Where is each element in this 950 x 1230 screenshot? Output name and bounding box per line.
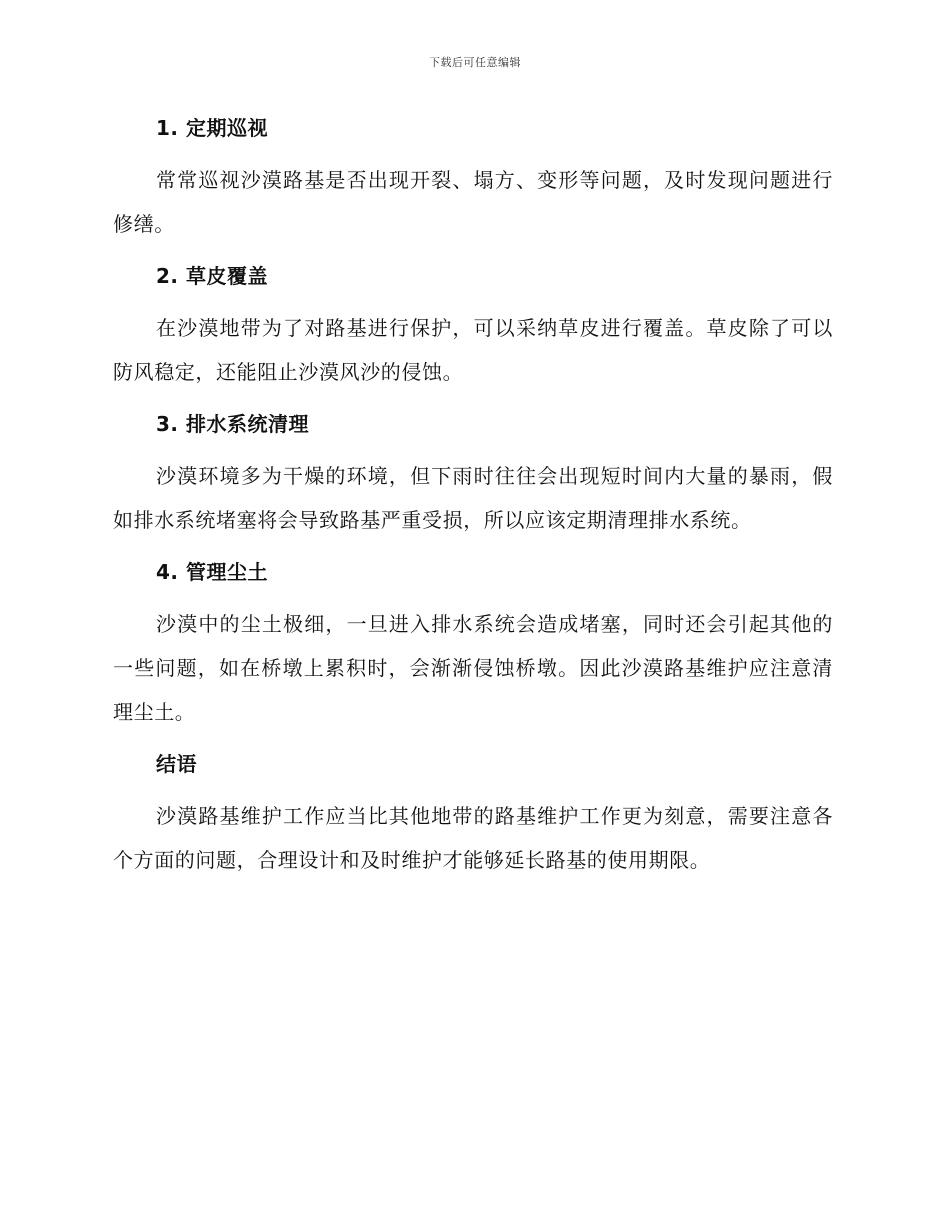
section-heading-drainage: 3. 排水系统清理 (156, 412, 309, 436)
section-body-conclusion: 沙漠路基维护工作应当比其他地带的路基维护工作更为刻意，需要注意各个方面的问题，合理设计和及时维护才能够延长路基的使用期限。 (113, 804, 833, 872)
section-body-dust: 沙漠中的尘土极细，一旦进入排水系统会造成堵塞，同时还会引起其他的一些问题，如在桥墩上累积时，会渐渐侵蚀桥墩。因此沙漠路基维护应注意清理尘土。 (113, 612, 833, 724)
section-body-inspection: 常常巡视沙漠路基是否出现开裂、塌方、变形等问题，及时发现问题进行修缮。 (113, 168, 833, 236)
section-heading-dust: 4. 管理尘土 (156, 560, 268, 584)
section-body-drainage: 沙漠环境多为干燥的环境，但下雨时往往会出现短时间内大量的暴雨，假如排水系统堵塞将会导致路基严重受损，所以应该定期清理排水系统。 (113, 464, 833, 532)
section-heading-turf: 2. 草皮覆盖 (156, 264, 268, 288)
document-content (113, 112, 833, 896)
section-heading-inspection: 1. 定期巡视 (156, 116, 268, 140)
section-body-turf: 在沙漠地带为了对路基进行保护，可以采纳草皮进行覆盖。草皮除了可以防风稳定，还能阻止沙漠风沙的侵蚀。 (113, 316, 833, 384)
section-heading-conclusion: 结语 (156, 752, 197, 776)
header-note: 下载后可任意编辑 (429, 56, 521, 69)
